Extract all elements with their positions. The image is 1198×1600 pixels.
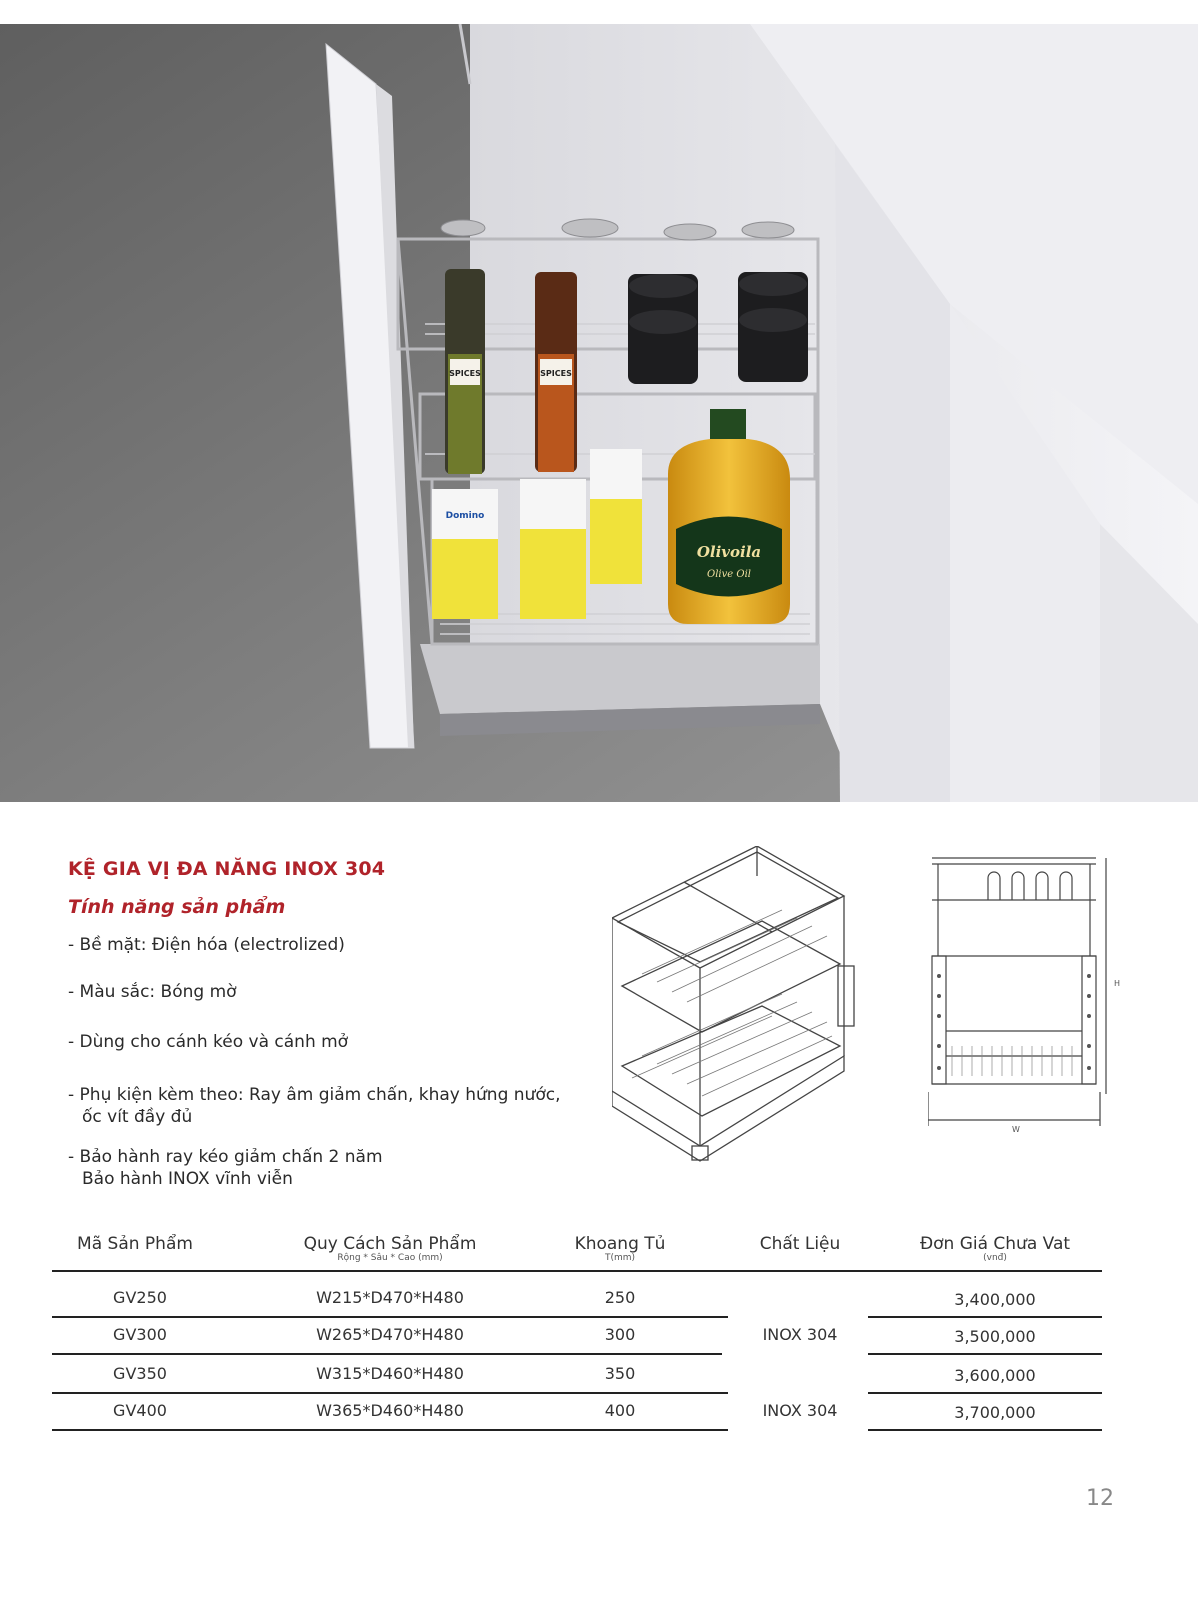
table-header-code xyxy=(60,1234,210,1254)
feature-item xyxy=(68,1031,348,1053)
oil-sub-label: Olive Oil xyxy=(707,569,751,580)
table-header-rule xyxy=(52,1270,1102,1272)
page-number: 12 xyxy=(1086,1486,1114,1511)
feature-text: - Màu sắc: Bóng mờ xyxy=(68,982,237,1002)
cell-cabinet: 300 xyxy=(604,1325,636,1344)
height-dimension-label: H xyxy=(1114,979,1121,988)
box-label: Domino xyxy=(445,511,485,521)
feature-text: - Phụ kiện kèm theo: Ray âm giảm chấn, khay hứng nước, xyxy=(68,1085,561,1105)
cell-spec: W315*D460*H480 xyxy=(316,1364,464,1383)
cell-spec: W215*D470*H480 xyxy=(316,1288,464,1307)
cell-cabinet: 350 xyxy=(604,1364,636,1383)
header-label: Khoang Tủ xyxy=(574,1234,666,1254)
cell-price: 3,500,000 xyxy=(954,1327,1036,1346)
product-title: KỆ GIA VỊ ĐA NĂNG INOX 304 xyxy=(68,858,386,880)
header-label: Đơn Giá Chưa Vat xyxy=(919,1234,1071,1254)
cell-cabinet: 400 xyxy=(604,1401,636,1420)
cell-material: INOX 304 xyxy=(762,1401,838,1420)
header-sublabel: (vnđ) xyxy=(983,1253,1007,1263)
row-rule xyxy=(52,1392,728,1394)
price-rule xyxy=(868,1316,1102,1318)
price-rule xyxy=(868,1353,1102,1355)
cell-material: INOX 304 xyxy=(762,1325,838,1344)
price-rule xyxy=(868,1392,1102,1394)
header-sublabel: T(mm) xyxy=(604,1253,636,1263)
cell-code: GV400 xyxy=(113,1401,167,1420)
header-label: Quy Cách Sản Phẩm xyxy=(303,1234,477,1254)
row-rule xyxy=(52,1429,728,1431)
table-header-material xyxy=(730,1234,870,1254)
feature-text-cont: Bảo hành INOX vĩnh viễn xyxy=(82,1169,293,1189)
basket-isometric-drawing xyxy=(612,846,862,1176)
front-elevation-drawing xyxy=(928,856,1138,1148)
features-heading: Tính năng sản phẩm xyxy=(68,896,286,918)
price-rule xyxy=(868,1429,1102,1431)
cell-spec: W365*D460*H480 xyxy=(316,1401,464,1420)
feature-item xyxy=(68,1084,560,1128)
table-header-spec xyxy=(260,1234,520,1263)
cell-code: GV250 xyxy=(113,1288,167,1307)
feature-item xyxy=(68,1146,383,1190)
row-rule xyxy=(52,1353,722,1355)
product-photo xyxy=(0,24,1198,802)
feature-text: - Dùng cho cánh kéo và cánh mở xyxy=(68,1032,349,1052)
header-label: Mã Sản Phẩm xyxy=(77,1234,193,1254)
cell-price: 3,400,000 xyxy=(954,1290,1036,1309)
table-header-cabinet xyxy=(540,1234,700,1263)
row-rule xyxy=(52,1316,728,1318)
table-header-price xyxy=(880,1234,1110,1263)
cell-code: GV300 xyxy=(113,1325,167,1344)
spices-label-right: SPICES xyxy=(540,369,572,378)
spices-label-left: SPICES xyxy=(449,369,481,378)
oil-brand-label: Olivoila xyxy=(696,543,762,561)
feature-item xyxy=(68,981,237,1003)
header-sublabel: Rộng * Sâu * Cao (mm) xyxy=(337,1253,443,1263)
header-label: Chất Liệu xyxy=(759,1234,841,1254)
feature-item xyxy=(68,934,345,956)
cell-code: GV350 xyxy=(113,1364,167,1383)
cell-spec: W265*D470*H480 xyxy=(316,1325,464,1344)
feature-text: - Bề mặt: Điện hóa (electrolized) xyxy=(68,935,345,955)
cell-price: 3,700,000 xyxy=(954,1403,1036,1422)
cell-price: 3,600,000 xyxy=(954,1366,1036,1385)
feature-text: - Bảo hành ray kéo giảm chấn 2 năm xyxy=(68,1147,383,1167)
feature-text-cont: ốc vít đầy đủ xyxy=(82,1107,193,1127)
width-dimension-label: W xyxy=(1012,1125,1020,1134)
cell-cabinet: 250 xyxy=(604,1288,636,1307)
